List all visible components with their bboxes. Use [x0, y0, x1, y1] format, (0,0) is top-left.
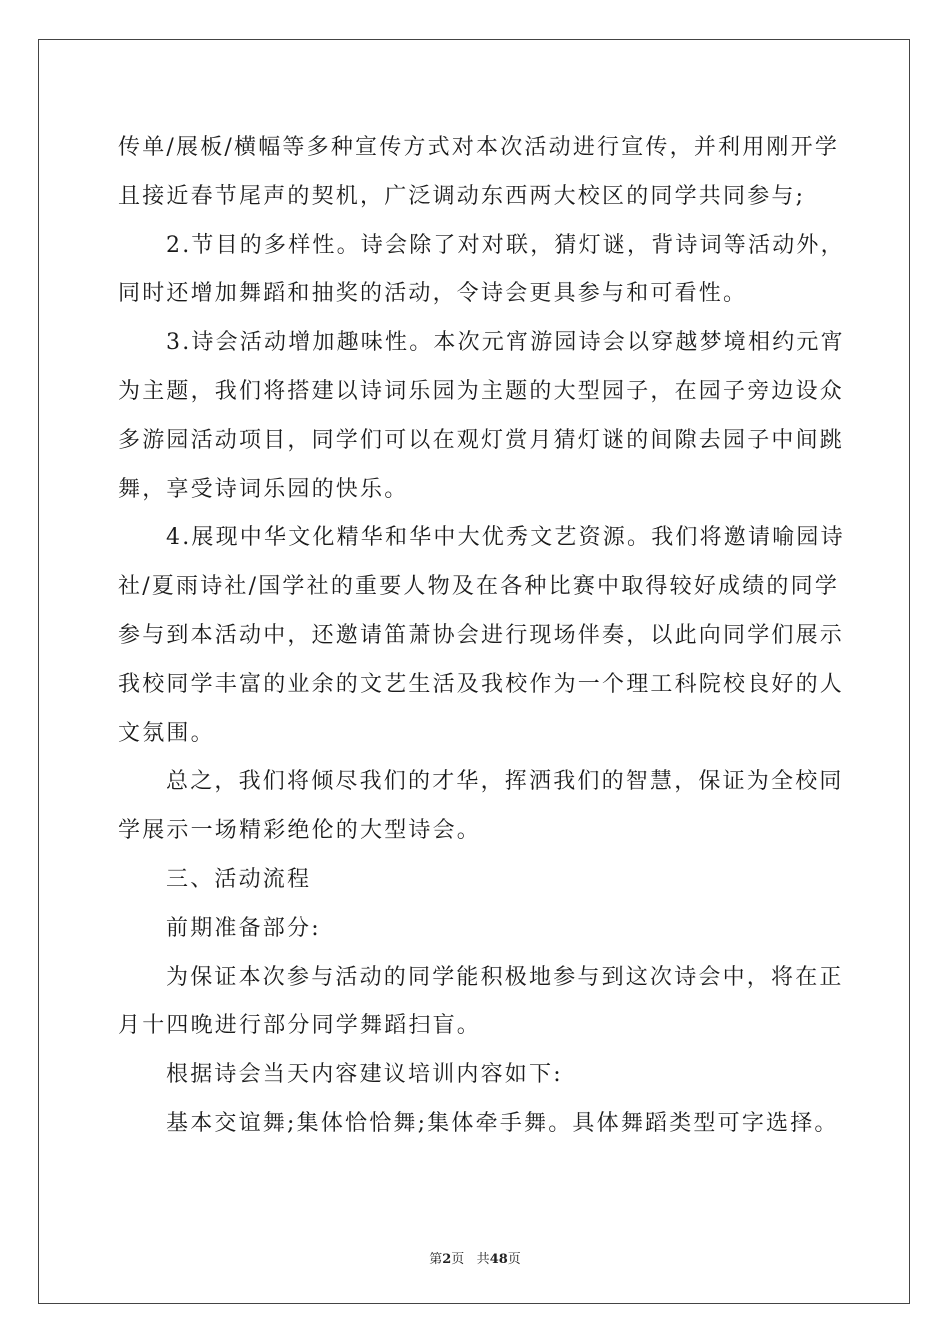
section-heading: 三、活动流程: [166, 866, 312, 892]
total-prefix: 共: [476, 1252, 490, 1267]
text-line: 且接近春节尾声的契机，广泛调动东西两大校区的同学共同参与;: [118, 183, 806, 209]
page-prefix: 第: [429, 1252, 443, 1267]
text-line: 社/夏雨诗社/国学社的重要人物及在各种比赛中取得较好成绩的同学: [118, 574, 840, 600]
document-body: [118, 124, 845, 1149]
text-line: 4.展现中华文化精华和华中大优秀文艺资源。我们将邀请喻园诗: [166, 525, 845, 551]
page-footer: [0, 1248, 950, 1267]
text-line: 我校同学丰富的业余的文艺生活及我校作为一个理工科院校良好的人: [118, 671, 845, 697]
text-line: 基本交谊舞;集体恰恰舞;集体牵手舞。具体舞蹈类型可字选择。: [166, 1110, 839, 1136]
page-suffix: 页: [451, 1252, 465, 1267]
total-pages: 48: [489, 1252, 508, 1267]
text-line: 参与到本活动中，还邀请笛萧协会进行现场伴奏，以此向同学们展示: [118, 622, 845, 648]
text-line: 根据诗会当天内容建议培训内容如下:: [166, 1062, 563, 1088]
page-number: 2: [442, 1252, 452, 1267]
text-line: 舞，享受诗词乐园的快乐。: [118, 476, 409, 502]
text-line: 3.诗会活动增加趣味性。本次元宵游园诗会以穿越梦境相约元宵: [166, 330, 845, 356]
text-line: 月十四晚进行部分同学舞蹈扫盲。: [118, 1013, 482, 1039]
text-line: 学展示一场精彩绝伦的大型诗会。: [118, 818, 482, 844]
text-line: 2.节目的多样性。诗会除了对对联，猜灯谜，背诗词等活动外，: [166, 232, 845, 258]
text-line: 传单/展板/横幅等多种宣传方式对本次活动进行宣传，并利用刚开学: [118, 135, 840, 160]
text-line: 多游园活动项目，同学们可以在观灯赏月猜灯谜的间隙去园子中间跳: [118, 427, 845, 453]
total-suffix: 页: [507, 1252, 521, 1267]
text-line: 总之，我们将倾尽我们的才华，挥洒我们的智慧，保证为全校同: [166, 769, 844, 795]
subsection-heading: 前期准备部分:: [166, 915, 321, 941]
text-line: 同时还增加舞蹈和抽奖的活动，令诗会更具参与和可看性。: [118, 281, 748, 307]
text-line: 文氛围。: [118, 720, 215, 746]
text-line: 为主题，我们将搭建以诗词乐园为主题的大型园子，在园子旁边设众: [118, 378, 845, 404]
text-line: 为保证本次参与活动的同学能积极地参与到这次诗会中，将在正: [166, 964, 844, 990]
